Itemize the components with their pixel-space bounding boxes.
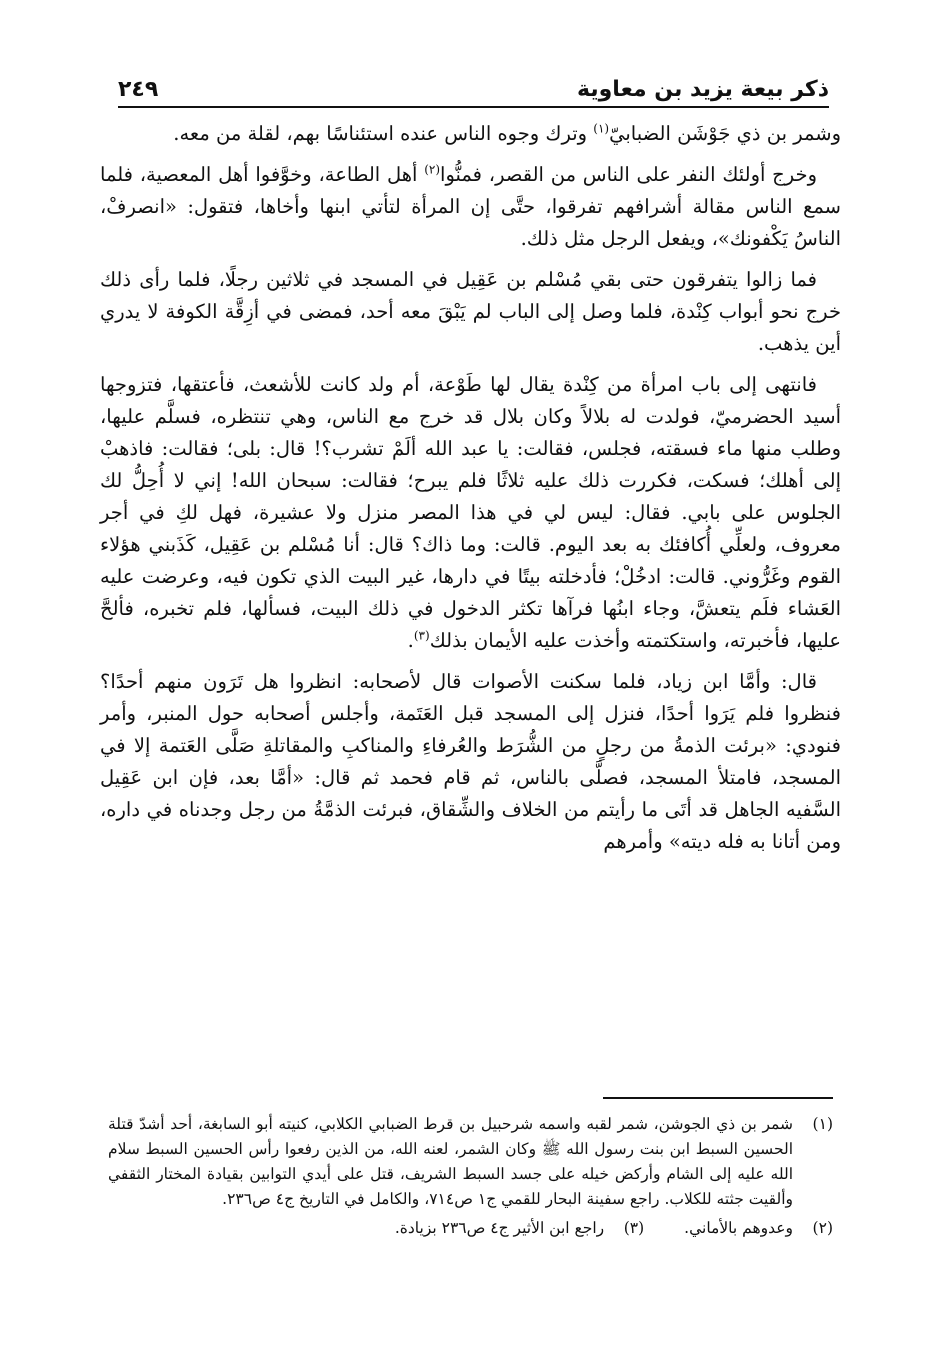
paragraph	[100, 369, 841, 657]
footnote-number: (١)	[812, 1115, 833, 1133]
footnote-2	[684, 1216, 833, 1241]
paragraph	[100, 159, 841, 255]
paragraph	[100, 118, 841, 150]
footnote-text: شمر بن ذي الجوشن، شمر لقبه واسمه شرحبيل بن قرط الضبابي الكلابي، كنيته أبو السابغة، أحد أشدّ قتلة الحسين السبط ابن بنت رسول الله ﷺ وكان الشمر، لعنه الله، من الذين رفعوا رأس الحسين السبط سلام الله عليه إلى الشام وأركض خيله على جسد السبط الشريف، قتل على أيدي التوابين بقيادة المختار الثقفي وألقيت جثته للكلاب. راجع سفينة البحار للقمي ج١ ص٧١٤، والكامل في التاريخ ج٤ ص٢٣٦.	[108, 1115, 793, 1208]
footnote-marker: (١)	[593, 121, 610, 136]
paragraph	[100, 666, 841, 858]
footnote-number: (٢)	[812, 1219, 833, 1237]
page-number: ٢٤٩	[118, 77, 159, 102]
footnote-divider	[603, 1097, 833, 1099]
footnote-marker: (٢)	[424, 162, 441, 177]
main-text	[100, 118, 841, 867]
paragraph-text: وشمر بن ذي جَوْشَن الضبابيّ	[609, 122, 841, 145]
footnote-text: راجع ابن الأثير ج٤ ص٢٣٦ بزيادة.	[394, 1219, 605, 1237]
paragraph-text: فما زالوا يتفرقون حتى بقي مُسْلم بن عَقِيل في المسجد في ثلاثين رجلًا، فلما رأى ذلك خرج نحو أبواب كِنْدة، فلما وصل إلى الباب لم يَبْقَ معه أحد، فمضى في أزِقَّة الكوفة لا يدري أين يذهب.	[100, 268, 841, 355]
paragraph-text: وخرج أولئك النفر على الناس من القصر، فمنُّوا	[440, 163, 817, 186]
footnote-1	[108, 1112, 833, 1212]
footnotes	[108, 1112, 833, 1241]
footnote-marker: (٣)	[413, 628, 430, 643]
footnote-number: (٣)	[623, 1219, 645, 1237]
paragraph-text: فانتهى إلى باب امرأة من كِنْدة يقال لها طَوْعة، أم ولد كانت للأشعث، فأعتقها، فتزوجها أسيد الحضرميّ، فولدت له بلالاً وكان بلال قد خرج مع الناس، وهي تنتظره، فسلَّم عليها، وطلب منها ماء فسقته، فجلس، فقالت: يا عبد الله ألَمْ تشرب؟! قال: بلى؛ فقالت: فاذهبْ إلى أهلك؛ فسكت، فكررت ذلك عليه ثلاثًا فلم يبرح؛ فقالت: سبحان الله! إني لا أُحِلُّ لك الجلوس على بابي. فقال: ليس لي في هذا المصر منزل ولا عشيرة، فهل لكِ في أجر معروف، ولعلِّي أُكافئك به بعد اليوم. قالت: وما ذاك؟ قال: أنا مُسْلم بن عَقِيل، كَذَبني هؤلاء القوم وغَرُّوني. قالت: ادخُلْ؛ فأدخلته بيتًا في دارها، غير البيت الذي تكون فيه، وعرضت عليه العَشاء فلَم يتعشَّ، وجاء ابنُها فرآها تكثر الدخول في ذلك البيت، فسألها، فلم تخبره، فألحَّ عليها، فأخبرته، واستكتمته وأخذت عليه الأيمان بذلك	[100, 373, 841, 652]
footnote-row	[108, 1216, 833, 1241]
running-header	[118, 66, 829, 108]
paragraph-text: أهل الطاعة، وخوَّفوا أهل المعصية، فلما سمع الناس مقالة أشرافهم تفرقوا، حتَّى إن المرأة لتأتي ابنها وأخاها، فتقول: «انصرفْ، الناسُ يَكْفونك»، ويفعل الرجل مثل ذلك.	[100, 163, 841, 250]
paragraph-text: وترك وجوه الناس عنده استئناسًا بهم، لقلة من معه.	[173, 122, 594, 145]
chapter-title: ذكر بيعة يزيد بن معاوية	[577, 77, 829, 102]
paragraph-text: .	[407, 629, 414, 652]
paragraph-text: قال: وأمَّا ابن زياد، فلما سكنت الأصوات قال لأصحابه: انظروا هل تَرَون منهم أحدًا؟ فنظروا فلم يَرَوا أحدًا، فنزل إلى المسجد قبل العَتَمة، وأجلس أصحابه حول المنبر، وأمر فنودي: «برئت الذمةُ من رجلٍ من الشُّرَط والعُرفاءِ والمناكبِ والمقاتلةِ صَلَّى العَتمة إلا في المسجد، فامتلأ المسجد، فصلَّى بالناس، ثم قام فحمد ثم قال: «أمَّا بعد، فإن ابن عَقِيل السَّفيه الجاهل قد أتَى ما رأيتم من الخلاف والشِّقاق، فبرئت الذمَّةُ من رجل وجدناه في داره، ومن أتانا به فله ديته» وأمرهم	[100, 670, 841, 853]
footnote-text: وعدوهم بالأماني.	[684, 1219, 793, 1237]
footnote-3	[395, 1216, 644, 1241]
paragraph	[100, 264, 841, 360]
